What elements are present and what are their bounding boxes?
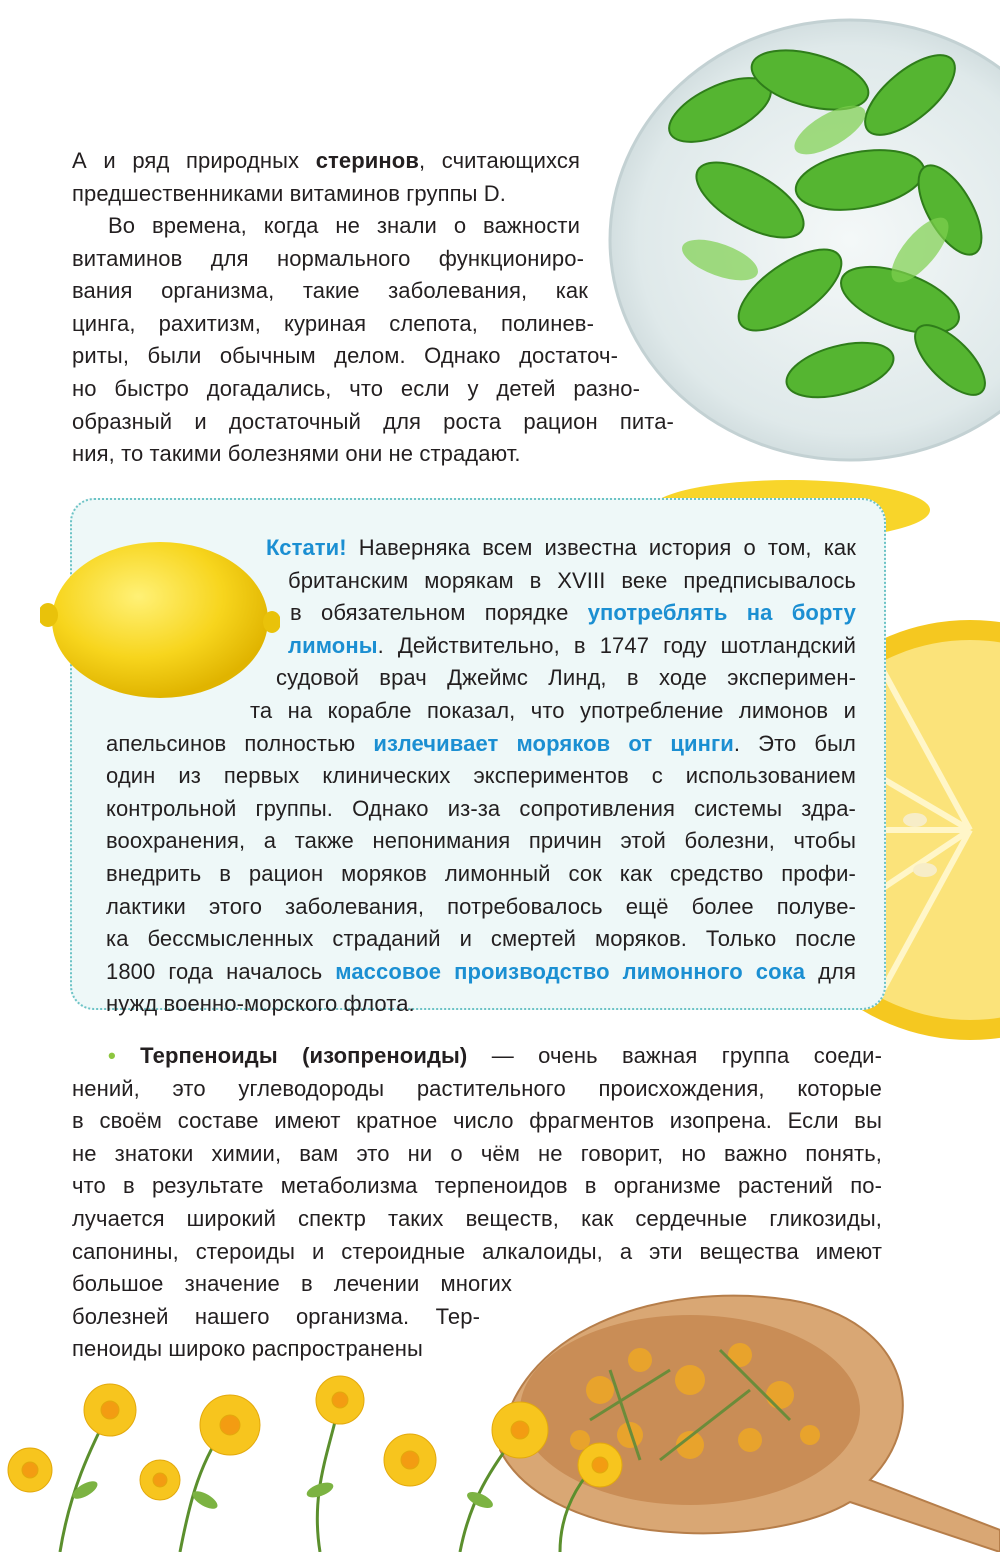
text-run: в обязательном порядке xyxy=(290,600,588,626)
terpenoids-line: пеноиды широко распространены xyxy=(72,1336,423,1362)
term-terpenoids: Терпеноиды (изопреноиды) xyxy=(140,1043,468,1068)
terpenoids-line: нений, это углеводороды растительного происхождения, которые xyxy=(72,1075,882,1101)
callout-line: нужд военно-морского флота. xyxy=(106,991,415,1017)
intro-line: витаминов для нормального функциониро- xyxy=(72,245,584,271)
callout-text xyxy=(0,532,1000,1017)
callout-line xyxy=(288,630,856,663)
callout-line: воохранения, а также непонимания причин этой болезни, чтобы xyxy=(106,828,856,854)
terpenoids-line: болезней нашего организма. Тер- xyxy=(72,1303,480,1329)
text-run: . Действительно, в 1747 году шотландский xyxy=(377,632,856,658)
highlight-text: употреблять на борту xyxy=(587,600,856,626)
intro-line: цинга, рахитизм, куриная слепота, полинев- xyxy=(72,310,594,336)
callout-line xyxy=(290,597,856,630)
text-run: Наверняка всем известна история о том, как xyxy=(346,535,856,560)
text-run: А и ряд природных xyxy=(72,148,316,173)
intro-line: но быстро догадались, что если у детей разно- xyxy=(72,375,640,401)
text-run: для xyxy=(805,958,856,984)
text-run: 1800 года началось xyxy=(106,958,336,984)
callout-line: судовой врач Джеймс Линд, в ходе эксперимен- xyxy=(276,665,856,691)
callout-line: та на корабле показал, что употребление лимонов и xyxy=(250,697,856,723)
terpenoids-line xyxy=(72,1040,882,1073)
callout-line: лактики этого заболевания, потребовалось ещё более полуве- xyxy=(106,893,856,919)
bullet-icon: • xyxy=(108,1043,116,1068)
terpenoids-line: не знатоки химии, вам это ни о чём не говорит, но важно понять, xyxy=(72,1140,882,1166)
intro-line: вания организма, такие заболевания, как xyxy=(72,278,588,304)
intro-line: предшественниками витаминов группы D. xyxy=(72,180,506,206)
text-run: , считающихся xyxy=(418,148,580,173)
terpenoids-line: сапонины, стероиды и стероидные алкалоиды, а эти вещества имеют xyxy=(72,1238,882,1264)
intro-line: ния, то такими болезнями они не страдают. xyxy=(72,441,521,467)
intro-text xyxy=(72,145,580,210)
intro-line xyxy=(72,145,580,178)
highlight-text: излечивает моряков от цинги xyxy=(373,730,734,756)
terpenoids-line: большое значение в лечении многих xyxy=(72,1271,512,1297)
st-johns-wort-flowers-picture xyxy=(0,1370,640,1552)
terpenoids-line: что в результате метаболизма терпеноидов в организме растений по- xyxy=(72,1173,882,1199)
intro-line: образный и достаточный для роста рацион пита- xyxy=(72,408,674,434)
text-run: — очень важная группа соеди- xyxy=(467,1043,882,1068)
callout-label: Кстати! xyxy=(266,535,347,560)
text-run: апельсинов полностью xyxy=(106,730,374,756)
callout-line: внедрить в рацион моряков лимонный сок как средство профи- xyxy=(106,860,856,886)
callout-line: один из первых клинических экспериментов с использованием xyxy=(106,763,856,789)
terpenoids-line: лучается широкий спектр таких веществ, как сердечные гликозиды, xyxy=(72,1205,882,1231)
callout-line xyxy=(106,728,856,761)
intro-line: Во времена, когда не знали о важности xyxy=(108,213,580,238)
callout-line xyxy=(106,956,856,989)
intro-paragraph-2 xyxy=(72,210,674,471)
term-sterols: стеринов xyxy=(315,148,419,173)
terpenoids-line: в своём составе имеют кратное число фрагментов изопрена. Если вы xyxy=(72,1108,882,1134)
terpenoids-section xyxy=(72,1040,882,1366)
callout-line: британским морякам в XVIII веке предписывалось xyxy=(288,567,856,593)
callout-line xyxy=(266,532,856,565)
highlight-text: лимоны xyxy=(288,632,378,658)
highlight-text: массовое производство лимонного сока xyxy=(335,958,806,984)
callout-line: контрольной группы. Однако из-за сопротивления системы здра- xyxy=(106,795,856,821)
callout-line: ка бессмысленных страданий и смертей моряков. Только после xyxy=(106,926,856,952)
text-run: . Это был xyxy=(733,730,856,756)
intro-line: риты, были обычным делом. Однако достаточ- xyxy=(72,343,618,369)
